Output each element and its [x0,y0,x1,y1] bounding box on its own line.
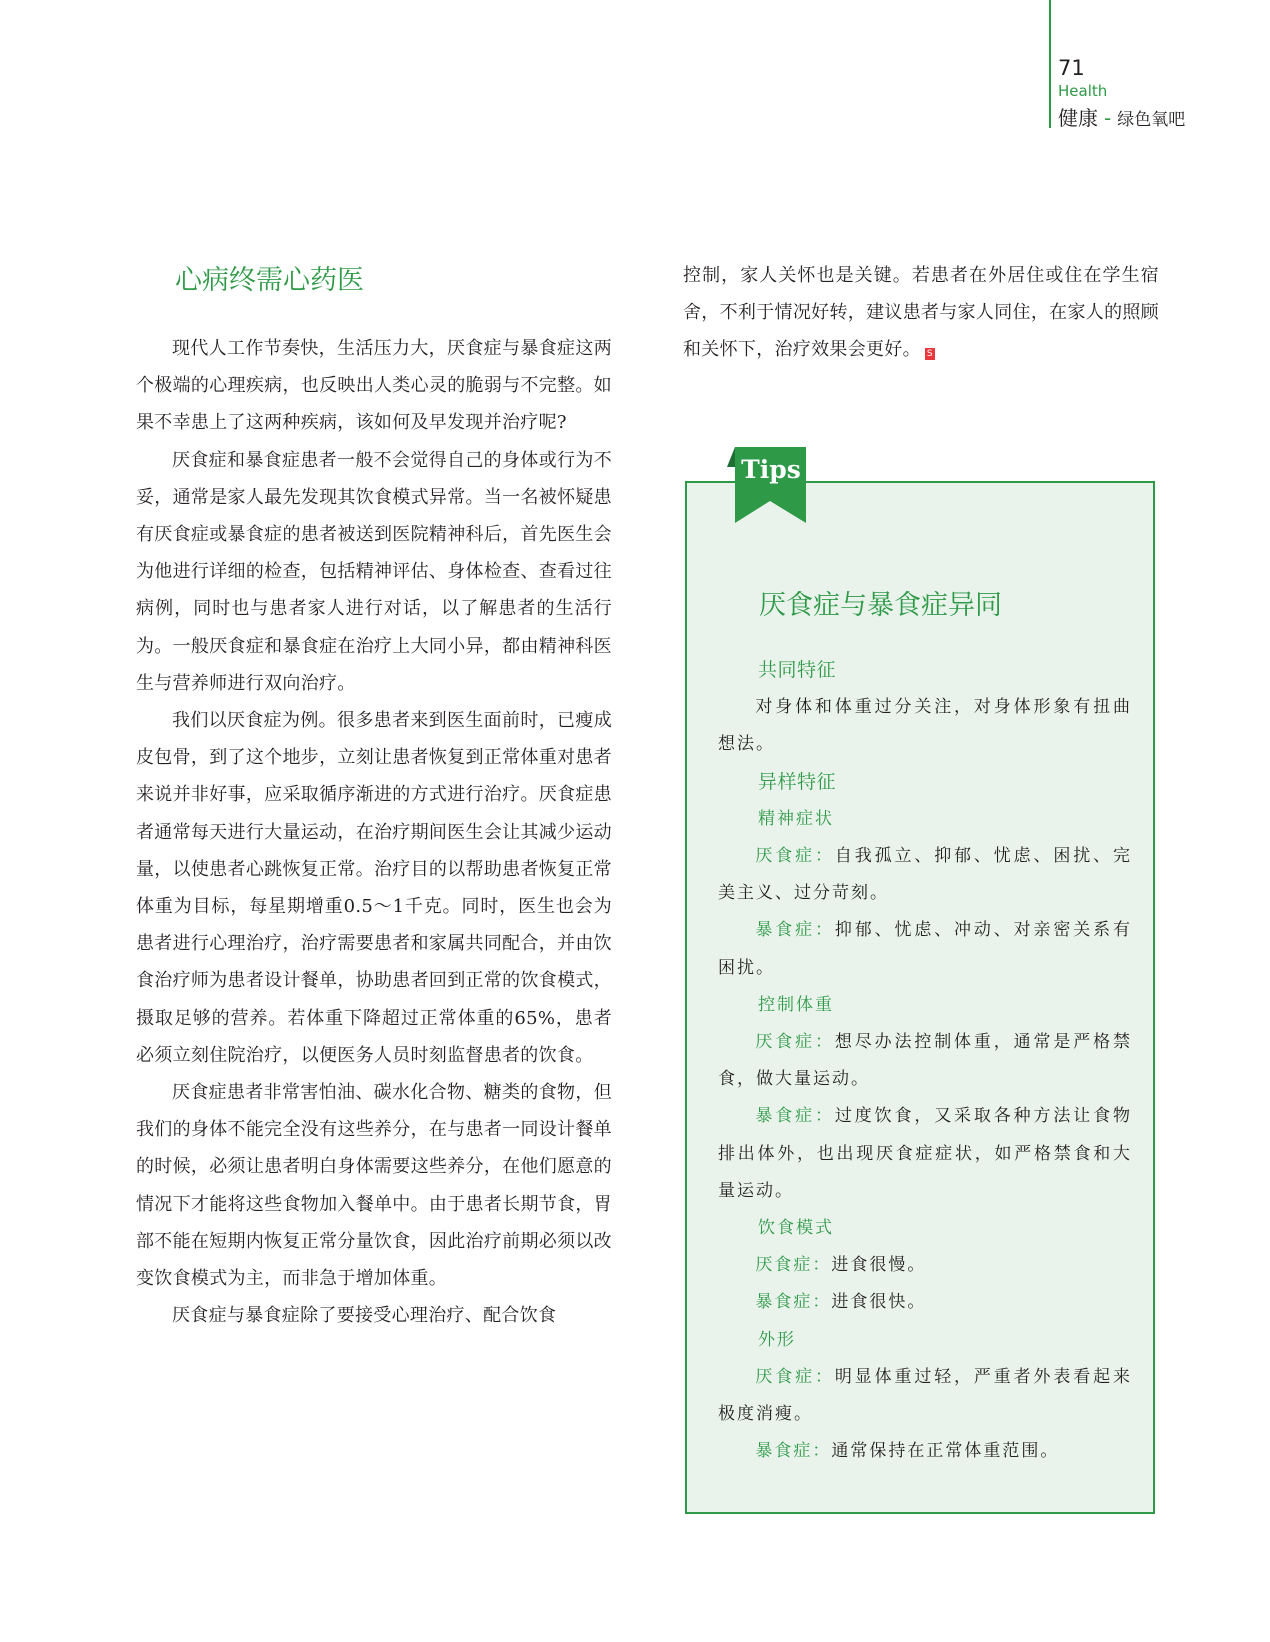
tips-item [718,1024,1132,1098]
tips-item-text: 抑郁、忧虑、冲动、对亲密关系有困扰。 [718,920,1132,978]
article-paragraph: 厌食症和暴食症患者一般不会觉得自己的身体或行为不妥，通常是家人最先发现其饮食模式异常。当一名被怀疑患有厌食症或暴食症的患者被送到医院精神科后，首先医生会为他进行详细的检查，包括精神评估、身体检查、查看过往病例，同时也与患者家人进行对话，以了解患者的生活行为。一般厌食症和暴食症在治疗上大同小异，都由精神科医生与营养师进行双向治疗。 [136,449,612,694]
tips-common-text: 对身体和体重过分关注，对身体形象有扭曲想法。 [718,697,1132,755]
tips-content [718,652,1132,1470]
tips-item-text: 进食很慢。 [831,1255,927,1276]
tips-subheading: 外形 [758,1329,796,1350]
header-english-label: Health [1058,82,1108,100]
tips-item [718,912,1132,986]
tips-item-label: 暴食症： [755,1292,832,1313]
article-paragraph: 现代人工作节奏快，生活压力大，厌食症与暴食症这两个极端的心理疾病，也反映出人类心灵的脆弱与不完整。如果不幸患上了这两种疾病，该如何及早发现并治疗呢? [136,338,612,434]
tips-item-label: 厌食症： [755,1255,832,1276]
tips-item-text: 明显体重过轻，严重者外表看起来极度消瘦。 [718,1366,1132,1425]
tips-common-heading: 共同特征 [758,659,837,681]
tips-item-text: 过度饮食，又采取各种方法让食物排出体外，也出现厌食症症状，如严格禁食和大量运动。 [718,1106,1132,1201]
tips-item-label: 暴食症： [755,1106,835,1127]
tips-item [718,1098,1132,1210]
page-number: 71 [1058,56,1085,80]
tips-item-text: 想尽办法控制体重，通常是严格禁食，做大量运动。 [718,1032,1132,1090]
tips-flag-icon [727,447,806,523]
article-left-column [136,330,612,1334]
article-paragraph: 厌食症患者非常害怕油、碳水化合物、糖类的食物，但我们的身体不能完全没有这些养分，在与患者一同设计餐单的时候，必须让患者明白身体需要这些养分，在他们愿意的情况下才能将这些食物加入餐单中。由于患者长期节食，胃部不能在短期内恢复正常分量饮食，因此治疗前期必须以改变饮食模式为主，而非急于增加体重。 [136,1082,612,1290]
tips-item [718,1247,1132,1284]
header-rule [1049,0,1051,128]
tips-subheading: 饮食模式 [758,1218,834,1239]
article-title: 心病终需心药医 [175,265,364,296]
tips-item [718,1433,1132,1470]
article-paragraph: 我们以厌食症为例。很多患者来到医生面前时，已瘦成皮包骨，到了这个地步，立刻让患者恢复到正常体重对患者来说并非好事，应采取循序渐进的方式进行治疗。厌食症患者通常每天进行大量运动，在治疗期间医生会让其减少运动量，以使患者心跳恢复正常。治疗目的以帮助患者恢复正常体重为目标，每星期增重0.5～1千克。同时，医生也会为患者进行心理治疗，治疗需要患者和家属共同配合，并由饮食治疗师为患者设计餐单，协助患者回到正常的饮食模式，摄取足够的营养。若体重下降超过正常体重的65%，患者必须立刻住院治疗，以便医务人员时刻监督患者的饮食。 [136,710,612,1066]
tips-item-text: 通常保持在正常体重范围。 [831,1441,1060,1462]
tips-flag-fold [727,447,735,467]
article-paragraph-continued [683,257,1159,369]
tips-item [718,1284,1132,1321]
tips-diff-heading: 异样特征 [758,770,837,793]
tips-item-label: 厌食症： [755,1366,835,1387]
tips-subheading: 精神症状 [758,808,834,829]
article-paragraph-text: 控制，家人关怀也是关键。若患者在外居住或住在学生宿舍，不利于情况好转，建议患者与家人同住，在家人的照顾和关怀下，治疗效果会更好。 [683,265,1159,361]
article-right-column [683,257,1159,369]
header-column-label: 绿色氧吧 [1117,110,1186,130]
header-separator: - [1104,106,1112,130]
tips-item-label: 暴食症： [755,920,835,941]
tips-item [718,1359,1132,1433]
tips-item-label: 厌食症： [755,846,835,867]
tips-item-label: 暴食症： [755,1441,832,1462]
tips-item-text: 自我孤立、抑郁、忧虑、困扰、完美主义、过分苛刻。 [718,846,1132,904]
tips-title: 厌食症与暴食症异同 [759,590,1002,621]
tips-item-label: 厌食症： [755,1032,835,1053]
tips-flag-label: Tips [741,455,801,484]
tips-item-text: 进食很快。 [831,1292,927,1313]
header-section [1058,102,1185,131]
end-mark-icon: S [926,349,933,360]
tips-item [718,838,1132,912]
tips-subheading: 控制体重 [758,994,834,1015]
header-section-label: 健康 [1058,106,1098,130]
article-paragraph: 厌食症与暴食症除了要接受心理治疗、配合饮食 [172,1305,557,1327]
